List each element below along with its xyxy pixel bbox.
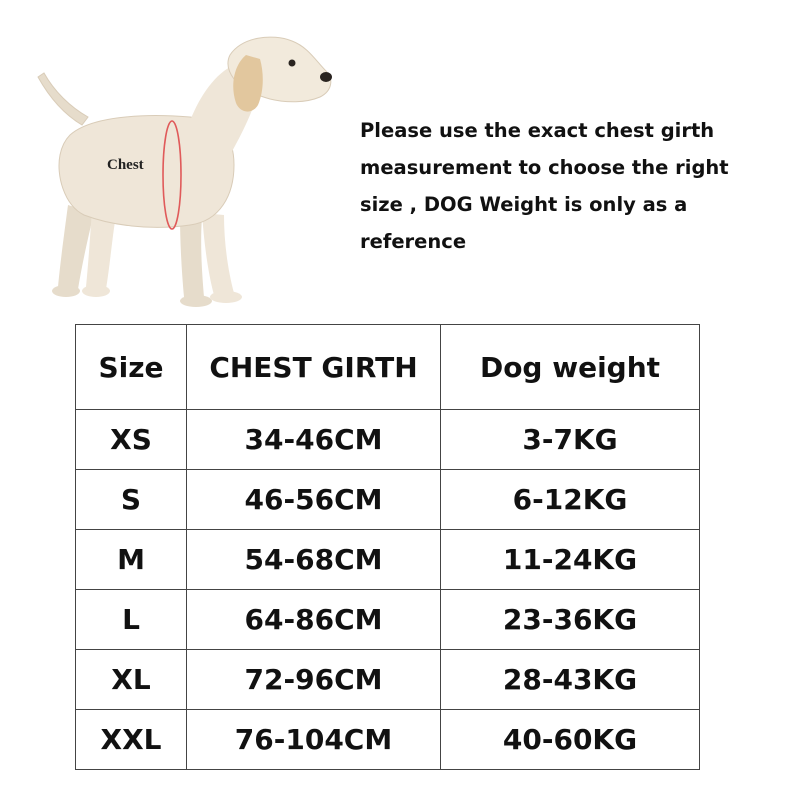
dog-weight-cell: 3-7KG bbox=[441, 410, 700, 470]
dog-weight-cell: 23-36KG bbox=[441, 590, 700, 650]
dog-weight-cell: 28-43KG bbox=[441, 650, 700, 710]
size-chart-table bbox=[75, 324, 700, 770]
size-cell: XXL bbox=[76, 710, 187, 770]
size-cell: S bbox=[76, 470, 187, 530]
size-cell: M bbox=[76, 530, 187, 590]
size-instructions: Please use the exact chest girth measurement to choose the right size , DOG Weight is only as a reference bbox=[360, 119, 729, 253]
size-cell: XS bbox=[76, 410, 187, 470]
chest-label: Chest bbox=[107, 157, 144, 173]
size-cell: L bbox=[76, 590, 187, 650]
chest-girth-cell: 54-68CM bbox=[187, 530, 441, 590]
table-row bbox=[76, 590, 700, 650]
header-chest-girth: CHEST GIRTH bbox=[187, 325, 441, 410]
dog-weight-cell: 40-60KG bbox=[441, 710, 700, 770]
table-row bbox=[76, 530, 700, 590]
header-size: Size bbox=[76, 325, 187, 410]
header-dog-weight: Dog weight bbox=[441, 325, 700, 410]
table-row bbox=[76, 650, 700, 710]
chest-girth-cell: 64-86CM bbox=[187, 590, 441, 650]
chest-girth-cell: 76-104CM bbox=[187, 710, 441, 770]
size-cell: XL bbox=[76, 650, 187, 710]
dog-weight-cell: 6-12KG bbox=[441, 470, 700, 530]
dog-illustration bbox=[20, 25, 340, 325]
chest-girth-cell: 72-96CM bbox=[187, 650, 441, 710]
chest-girth-cell: 46-56CM bbox=[187, 470, 441, 530]
table-row bbox=[76, 410, 700, 470]
dog-icon bbox=[20, 25, 340, 325]
table-row bbox=[76, 470, 700, 530]
table-header-row bbox=[76, 325, 700, 410]
chest-girth-cell: 34-46CM bbox=[187, 410, 441, 470]
table-row bbox=[76, 710, 700, 770]
dog-weight-cell: 11-24KG bbox=[441, 530, 700, 590]
